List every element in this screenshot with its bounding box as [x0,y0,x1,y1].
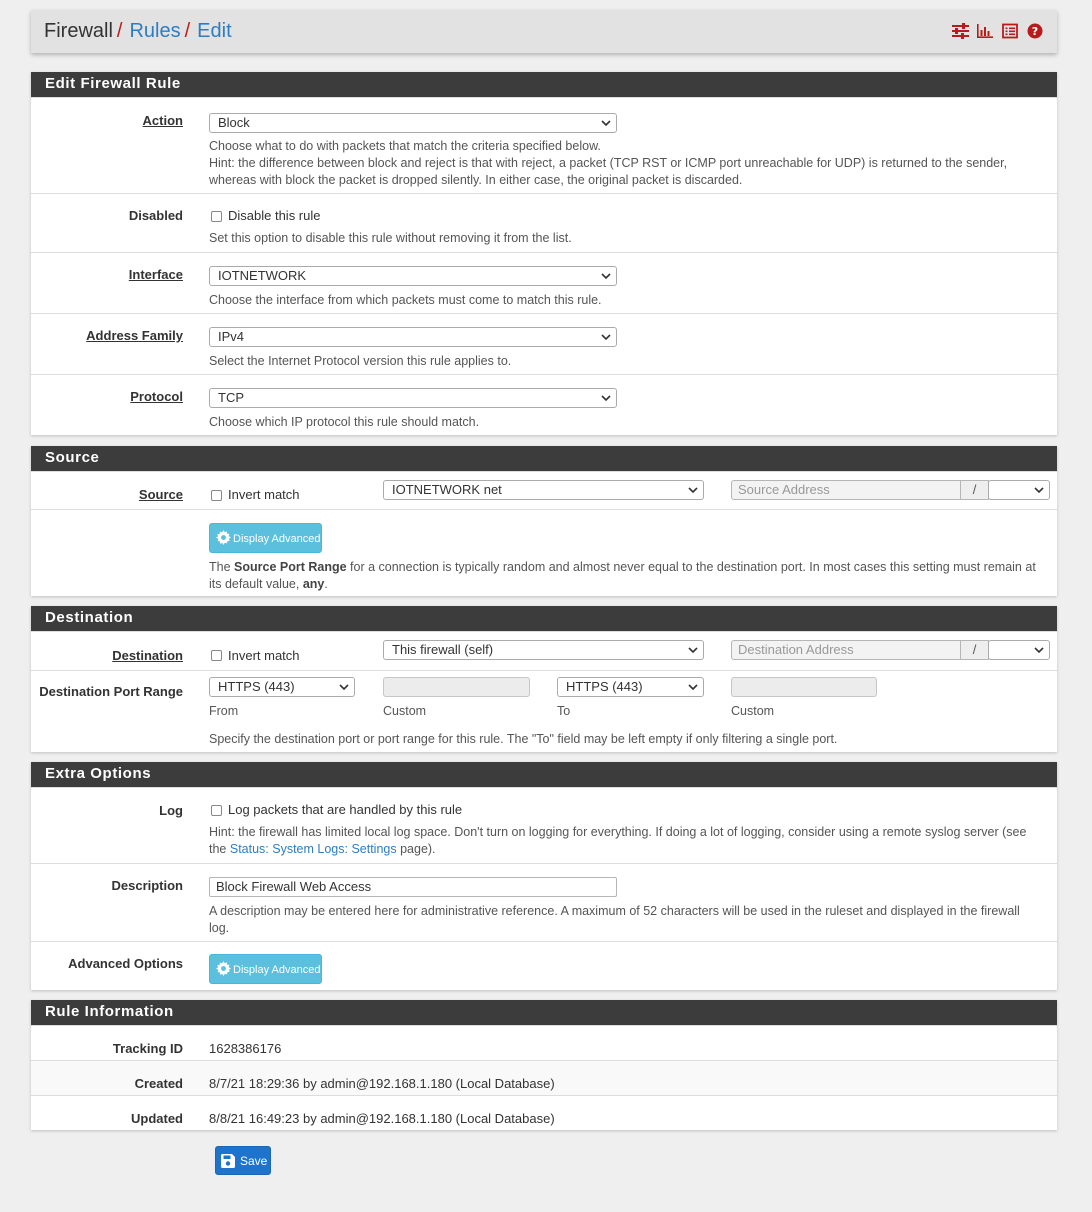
chevron-down-icon [601,118,611,128]
port-from-select[interactable] [209,677,355,697]
source-help-line1 [209,559,1036,576]
protocol-label: Protocol [130,389,183,404]
source-help-mid: for a connection is typically random and almost never equal to the destination port. In most cases this setting must remain at [346,560,1036,574]
updated-label: Updated [131,1111,183,1126]
address-family-help: Select the Internet Protocol version this rule applies to. [209,354,512,368]
interface-select[interactable] [209,266,617,286]
destination-address-input[interactable] [731,640,961,660]
destination-slash: / [960,640,989,660]
port-from-custom-input[interactable] [383,677,530,697]
panel-title: Edit Firewall Rule [31,72,1057,97]
source-type-select[interactable] [383,480,704,500]
tracking-label: Tracking ID [112,1041,183,1056]
help-icon[interactable] [1027,23,1043,39]
source-panel [31,446,1057,596]
created-value: 8/7/21 18:29:36 by admin@192.168.1.180 (Local Database) [209,1076,555,1091]
interface-label: Interface [128,267,183,282]
interface-help: Choose the interface from which packets must come to match this rule. [209,293,602,307]
tracking-row [31,1025,1057,1060]
action-label: Action [142,113,183,128]
description-row [31,863,1057,941]
destination-invert-checkbox[interactable] [211,650,222,661]
source-mask-select[interactable] [988,480,1050,500]
interface-row [31,252,1057,313]
advanced-options-row [31,941,1057,989]
address-family-label: Address Family [86,328,183,343]
created-row [31,1060,1057,1095]
updated-row [31,1095,1057,1130]
action-row [31,97,1057,193]
breadcrumb-separator: / [184,20,191,42]
save-button-label: Save [240,1154,268,1168]
chevron-down-icon [601,393,611,403]
edit-rule-panel [31,72,1057,435]
floppy-disk-icon [221,1154,235,1168]
breadcrumb-firewall: Firewall [44,20,113,42]
extra-options-panel [31,762,1057,990]
breadcrumb-rules-link[interactable]: Rules [129,20,181,42]
address-family-row [31,313,1057,374]
description-label: Description [111,878,183,893]
description-input-value: Block Firewall Web Access [216,879,372,894]
sliders-icon[interactable] [952,23,968,39]
save-button[interactable] [215,1146,271,1175]
destination-address-placeholder: Destination Address [738,642,854,657]
disabled-checkbox-label[interactable]: Disable this rule [228,208,321,223]
destination-type-select[interactable] [383,640,704,660]
destination-port-range-row [31,670,1057,751]
chevron-down-icon [339,682,349,692]
action-help-2: Hint: the difference between block and reject is that with reject, a packet (TCP RST or ICMP port unreachable for UDP) is returned to the sender, [209,156,1008,170]
protocol-select-value: TCP [218,390,244,405]
system-logs-settings-link[interactable]: Status: System Logs: Settings [229,842,397,856]
log-checkbox-label[interactable]: Log packets that are handled by this rule [228,802,463,817]
log-checkbox[interactable] [211,805,222,816]
source-help-line2-pre: its default value, [209,577,303,591]
updated-value: 8/8/21 16:49:23 by admin@192.168.1.180 (Local Database) [209,1111,555,1126]
protocol-help: Choose which IP protocol this rule should match. [209,415,480,429]
breadcrumb-separator: / [116,20,123,42]
chevron-down-icon [688,682,698,692]
rule-info-panel [31,1000,1057,1130]
tracking-value: 1628386176 [209,1041,282,1056]
port-to-value: HTTPS (443) [566,679,643,694]
description-input[interactable] [209,877,617,897]
destination-mask-select[interactable] [988,640,1050,660]
gear-icon [216,961,231,976]
description-help-2: log. [209,921,230,935]
address-family-select-value: IPv4 [218,329,245,344]
destination-port-range-label: Destination Port Range [39,684,183,699]
advanced-display-button[interactable] [209,954,322,984]
source-help-pre: The [209,560,235,574]
breadcrumb-bar [31,10,1057,53]
destination-label: Destination [112,648,183,663]
log-help-2 [209,841,436,858]
log-help-2-pre: the [209,842,230,856]
source-help-line2-post: . [324,577,328,591]
address-family-select[interactable] [209,327,617,347]
action-select[interactable] [209,113,617,133]
source-invert-checkbox[interactable] [211,490,222,501]
source-help-bold: Source Port Range [234,560,347,574]
breadcrumb-edit-link[interactable]: Edit [197,20,232,42]
source-advanced-row [31,509,1057,596]
destination-type-value: This firewall (self) [392,642,494,657]
interface-select-value: IOTNETWORK [218,268,307,283]
gear-icon [216,530,231,545]
port-from-custom-label: Custom [383,704,427,718]
source-row [31,471,1057,509]
protocol-row [31,374,1057,435]
log-row [31,787,1057,863]
source-address-input[interactable] [731,480,961,500]
port-to-custom-label: Custom [731,704,775,718]
disabled-checkbox[interactable] [211,211,222,222]
chevron-down-icon [688,645,698,655]
chevron-down-icon [688,485,698,495]
source-invert-label[interactable]: Invert match [228,487,300,502]
chevron-down-icon [1034,645,1044,655]
source-display-advanced-button[interactable] [209,523,322,553]
source-label: Source [138,487,183,502]
created-label: Created [134,1076,183,1091]
list-icon[interactable] [1002,23,1018,39]
source-display-advanced-label: Display Advanced [233,533,321,545]
destination-row [31,631,1057,670]
source-help-line2 [209,576,328,593]
source-address-placeholder: Source Address [738,482,830,497]
chevron-down-icon [601,271,611,281]
source-type-value: IOTNETWORK net [392,482,502,497]
log-help-2-post: page). [396,842,436,856]
panel-title: Destination [31,606,1057,631]
description-help-1: A description may be entered here for administrative reference. A maximum of 52 characters will be used in the ruleset and displayed in the firewall [209,904,1020,918]
port-to-label: To [557,704,571,718]
source-help-line2-bold: any [302,577,325,591]
destination-invert-label[interactable]: Invert match [228,648,300,663]
panel-title: Extra Options [31,762,1057,787]
port-to-select[interactable] [557,677,704,697]
port-from-label: From [209,704,239,718]
panel-title: Rule Information [31,1000,1057,1025]
log-label: Log [159,803,183,818]
chevron-down-icon [1034,485,1044,495]
svg-text:?: ? [1031,25,1039,39]
advanced-display-label: Display Advanced [233,964,321,976]
breadcrumb [44,20,232,43]
source-slash: / [960,480,989,500]
port-from-value: HTTPS (443) [218,679,295,694]
bar-chart-icon[interactable] [977,23,993,39]
protocol-select[interactable] [209,388,617,408]
destination-panel [31,606,1057,752]
port-range-help: Specify the destination port or port range for this rule. The "To" field may be left empty if only filtering a single port. [209,732,838,746]
port-to-custom-input[interactable] [731,677,877,697]
chevron-down-icon [601,332,611,342]
panel-title: Source [31,446,1057,471]
log-help-1: Hint: the firewall has limited local log space. Don't turn on logging for everything. If doing a lot of logging, consider using a remote syslog server (see [209,825,1027,839]
disabled-label: Disabled [128,208,183,223]
advanced-options-label: Advanced Options [68,956,183,971]
action-help-3: whereas with block the packet is dropped silently. In either case, the original packet is discarded. [209,173,743,187]
disabled-help: Set this option to disable this rule without removing it from the list. [209,231,572,245]
disabled-row [31,193,1057,252]
action-help-1: Choose what to do with packets that match the criteria specified below. [209,139,601,153]
action-select-value: Block [218,115,250,130]
